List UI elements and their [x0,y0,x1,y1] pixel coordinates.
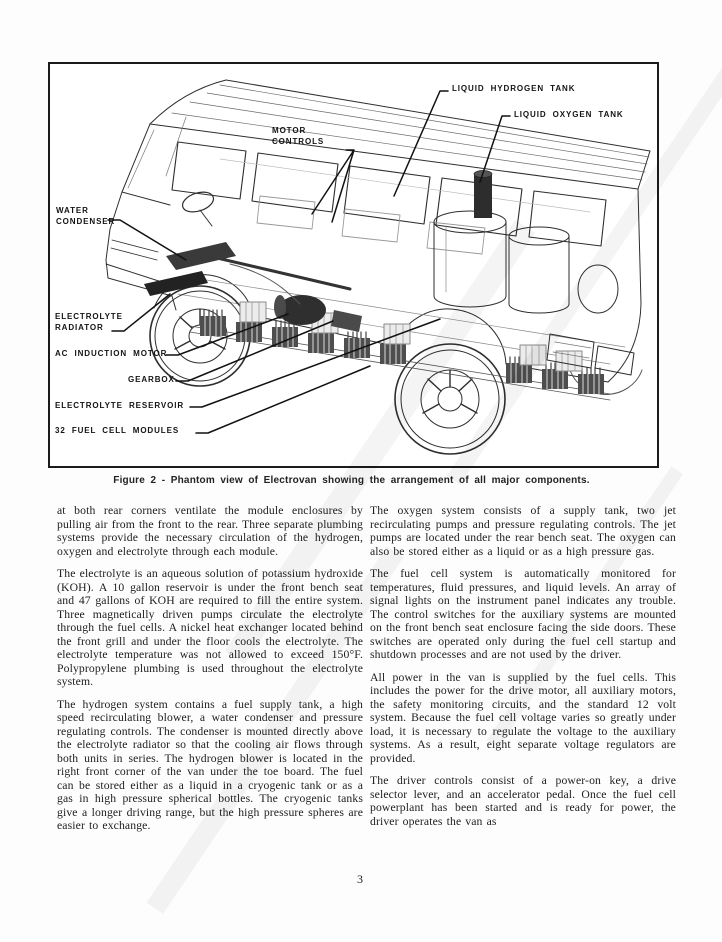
label-text: ELECTROLYTE RESERVOIR [55,401,185,410]
figure-caption: Figure 2 - Phantom view of Electrovan showing the arrangement of all major components. [113,475,590,486]
label-electrolyte-reservoir [55,401,184,412]
right-column [370,504,676,837]
label-electrolyte-radiator: ELECTROLYTE RADIATOR [55,312,123,332]
label-liquid-hydrogen-tank [452,84,575,95]
left-column [57,504,363,842]
paragraph: The oxygen system consists of a supply tank, two jet recirculating pumps and pressure regulating controls. The jet pumps are located under the rear bench seat. The oxygen can also be stored either as a liquid or as a high pressure gas. [370,504,676,558]
label-text: LIQUID HYDROGEN TANK [452,84,576,93]
bench-seats [257,196,485,254]
fuel-cell-modules-drawing [200,302,604,394]
page-number: 3 [357,872,363,886]
rear-wheel [395,344,505,454]
label-ac-induction-motor [55,349,167,360]
label-gearbox [128,375,175,386]
label-motor-controls: MOTOR CONTROLS [272,126,325,146]
paragraph: at both rear corners ventilate the module enclosures by pulling air from the front to the rear. Three separate plumbing systems provide the necessary circulation of the hydrogen, oxygen and electrolyte through each module. [57,504,363,558]
label-text: LIQUID OXYGEN TANK [514,110,624,119]
paragraph: The driver controls consist of a power-on key, a drive selector lever, and an accelerator pedal. Once the fuel cell powerplant has been started and is ready for power, the driver operates the van as [370,774,676,828]
paragraph: All power in the van is supplied by the fuel cells. This includes the power for the drive motor, all auxiliary motors, the safety monitoring circuits, and the standard 12 volt system. Because the fuel cell voltage varies so greatly under load, it is necessary to regulate the voltage to the auxiliary systems. As a result, eight separate voltage regulators are provided. [370,670,676,765]
label-water-condenser: WATER CONDENSER [56,206,116,226]
label-liquid-oxygen-tank [514,110,624,121]
paragraph: The fuel cell system is automatically monitored for temperatures, fluid pressures, and liquid levels. An array of signal lights on the instrument panel indicates any trouble. The control switches for the auxiliary systems are mounted on the front bench seat enclosure facing the side doors. These switches are operated only during the fuel cell startup and shutdown processes and are not used by the driver. [370,567,676,661]
figure-frame [48,62,659,468]
label-fuel-cell-modules [55,426,179,437]
cryogenic-tanks [434,171,634,376]
paragraph: The electrolyte is an aqueous solution of potassium hydroxide (KOH). A 10 gallon reservoir is under the front bench seat and 47 gallons of KOH are required to fill the entire system. Three magnetically driven pumps circulate the electrolyte through the fuel cells. A nickel heat exchanger located behind the front grill and under the floor cools the electrolyte. The electrolyte temperature was not allowed to exceed 150°F. Polypropylene plumbing is used throughout the electrolyte system. [57,567,363,688]
paragraph: The hydrogen system contains a fuel supply tank, a high speed recirculating blower, a water condenser and pressure regulating controls. The condenser is mounted directly above the electrolyte radiator so that the cooling air flows through both units in series. The hydrogen blower is located in the right front corner of the van under the toe board. The fuel can be stored either as a liquid in a cryogenic tank or as a gas in high pressure spherical bottles. The cryogenic tanks give a longer driving range, but the high pressure spheres are easier to exchange. [57,697,363,832]
label-text: GEARBOX [128,375,175,384]
van-side-windows [172,142,606,246]
label-text: 32 FUEL CELL MODULES [55,426,180,435]
label-text: AC INDUCTION MOTOR [55,349,168,358]
